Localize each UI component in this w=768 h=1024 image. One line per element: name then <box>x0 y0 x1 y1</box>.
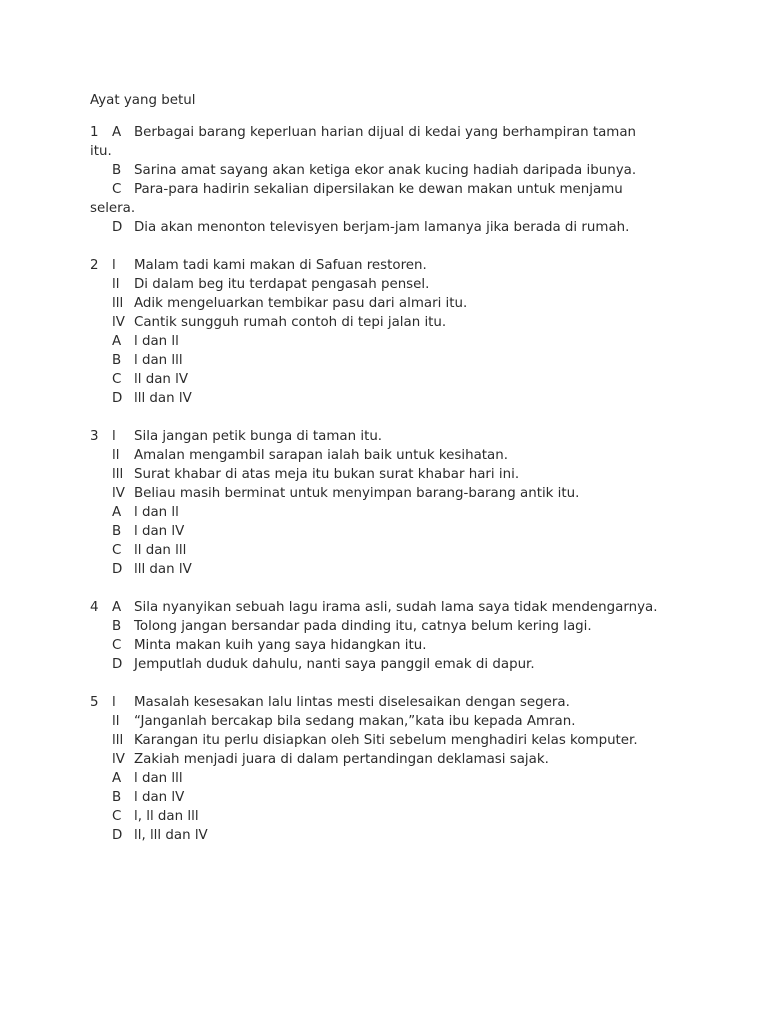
item-label: D <box>112 562 123 577</box>
question-number: 5 <box>90 695 99 710</box>
question-1 <box>90 123 690 237</box>
item-text: ll dan lll <box>134 543 187 558</box>
item-text: Masalah kesesakan lalu lintas mesti diselesaikan dengan segera. <box>134 695 570 710</box>
question-item <box>90 465 690 484</box>
item-text: l dan lll <box>134 771 183 786</box>
question-item <box>90 541 690 560</box>
question-item <box>90 332 690 351</box>
item-label: lV <box>112 315 125 330</box>
item-label: D <box>112 220 123 235</box>
item-text: Sila nyanyikan sebuah lagu irama asli, sudah lama saya tidak mendengarnya. <box>134 600 658 615</box>
question-item <box>90 788 690 807</box>
question-number: 2 <box>90 258 99 273</box>
question-item <box>90 655 690 674</box>
question-3 <box>90 427 690 579</box>
question-item <box>90 750 690 769</box>
question-item <box>90 389 690 408</box>
item-label: ll <box>112 277 120 292</box>
item-label: l <box>112 695 116 710</box>
question-item <box>90 218 690 237</box>
question-item <box>90 446 690 465</box>
item-label: C <box>112 372 122 387</box>
item-label: C <box>112 182 122 197</box>
item-text: ll dan lV <box>134 372 189 387</box>
question-item <box>90 275 690 294</box>
item-label: C <box>112 543 122 558</box>
item-label: B <box>112 790 122 805</box>
item-text: Cantik sungguh rumah contoh di tepi jalan itu. <box>134 315 447 330</box>
question-item <box>90 427 690 446</box>
question-item <box>90 826 690 845</box>
item-label: lll <box>112 296 124 311</box>
question-item <box>90 522 690 541</box>
question-item <box>90 180 690 199</box>
item-text: Berbagai barang keperluan harian dijual di kedai yang berhampiran taman <box>134 125 637 140</box>
item-label: A <box>112 334 122 349</box>
item-label: C <box>112 809 122 824</box>
item-text: lll dan lV <box>134 562 192 577</box>
question-item <box>90 731 690 750</box>
item-label: ll <box>112 714 120 729</box>
item-label: C <box>112 638 122 653</box>
item-text: Surat khabar di atas meja itu bukan surat khabar hari ini. <box>134 467 520 482</box>
item-label: A <box>112 125 122 140</box>
item-text: l dan lV <box>134 790 185 805</box>
question-number: 4 <box>90 600 99 615</box>
item-text: Beliau masih berminat untuk menyimpan barang-barang antik itu. <box>134 486 580 501</box>
item-text: Malam tadi kami makan di Safuan restoren. <box>134 258 427 273</box>
page-title: Ayat yang betul <box>90 93 196 108</box>
item-label: ll <box>112 448 120 463</box>
item-label: lV <box>112 486 125 501</box>
item-label: A <box>112 505 122 520</box>
item-label: D <box>112 657 123 672</box>
item-text: l dan ll <box>134 334 179 349</box>
item-text: l dan lll <box>134 353 183 368</box>
item-text: l dan lV <box>134 524 185 539</box>
item-text: l dan ll <box>134 505 179 520</box>
question-item <box>90 484 690 503</box>
item-label: l <box>112 429 116 444</box>
question-item <box>90 313 690 332</box>
question-item <box>90 560 690 579</box>
item-text: Amalan mengambil sarapan ialah baik untuk kesihatan. <box>134 448 508 463</box>
question-item <box>90 351 690 370</box>
item-text: Sila jangan petik bunga di taman itu. <box>134 429 383 444</box>
question-item <box>90 598 690 617</box>
item-label: B <box>112 524 122 539</box>
item-text: Para-para hadirin sekalian dipersilakan ke dewan makan untuk menjamu <box>134 182 623 197</box>
item-label: lll <box>112 467 124 482</box>
item-label: A <box>112 771 122 786</box>
item-label: D <box>112 828 123 843</box>
question-item <box>90 370 690 389</box>
item-text: Minta makan kuih yang saya hidangkan itu. <box>134 638 427 653</box>
question-item <box>90 712 690 731</box>
question-item <box>90 693 690 712</box>
item-text: Di dalam beg itu terdapat pengasah pensel. <box>134 277 430 292</box>
item-text: Sarina amat sayang akan ketiga ekor anak kucing hadiah daripada ibunya. <box>134 163 637 178</box>
item-label: B <box>112 619 122 634</box>
question-item <box>90 503 690 522</box>
item-text: Karangan itu perlu disiapkan oleh Siti sebelum menghadiri kelas komputer. <box>134 733 638 748</box>
question-list <box>90 123 690 845</box>
item-text: Tolong jangan bersandar pada dinding itu, catnya belum kering lagi. <box>134 619 592 634</box>
question-4 <box>90 598 690 674</box>
item-text-continuation: selera. <box>90 201 136 216</box>
question-number: 1 <box>90 125 99 140</box>
question-number: 3 <box>90 429 99 444</box>
item-text: “Janganlah bercakap bila sedang makan,”kata ibu kepada Amran. <box>134 714 576 729</box>
item-label: lll <box>112 733 124 748</box>
item-label: D <box>112 391 123 406</box>
item-label: B <box>112 163 122 178</box>
item-label: B <box>112 353 122 368</box>
item-text: l, ll dan lll <box>134 809 199 824</box>
question-5 <box>90 693 690 845</box>
question-item <box>90 636 690 655</box>
question-item <box>90 294 690 313</box>
question-item <box>90 807 690 826</box>
item-label: l <box>112 258 116 273</box>
question-item <box>90 123 690 142</box>
item-text: Dia akan menonton televisyen berjam-jam lamanya jika berada di rumah. <box>134 220 630 235</box>
item-text: Jemputlah duduk dahulu, nanti saya panggil emak di dapur. <box>134 657 535 672</box>
item-label: A <box>112 600 122 615</box>
item-text: lll dan lV <box>134 391 192 406</box>
item-label: lV <box>112 752 125 767</box>
item-text: Zakiah menjadi juara di dalam pertandingan deklamasi sajak. <box>134 752 549 767</box>
item-text: Adik mengeluarkan tembikar pasu dari almari itu. <box>134 296 468 311</box>
document-page <box>90 91 690 864</box>
question-item <box>90 161 690 180</box>
question-item <box>90 256 690 275</box>
item-text: ll, lll dan lV <box>134 828 208 843</box>
question-2 <box>90 256 690 408</box>
item-text-continuation: itu. <box>90 144 112 159</box>
question-item <box>90 769 690 788</box>
question-item <box>90 617 690 636</box>
